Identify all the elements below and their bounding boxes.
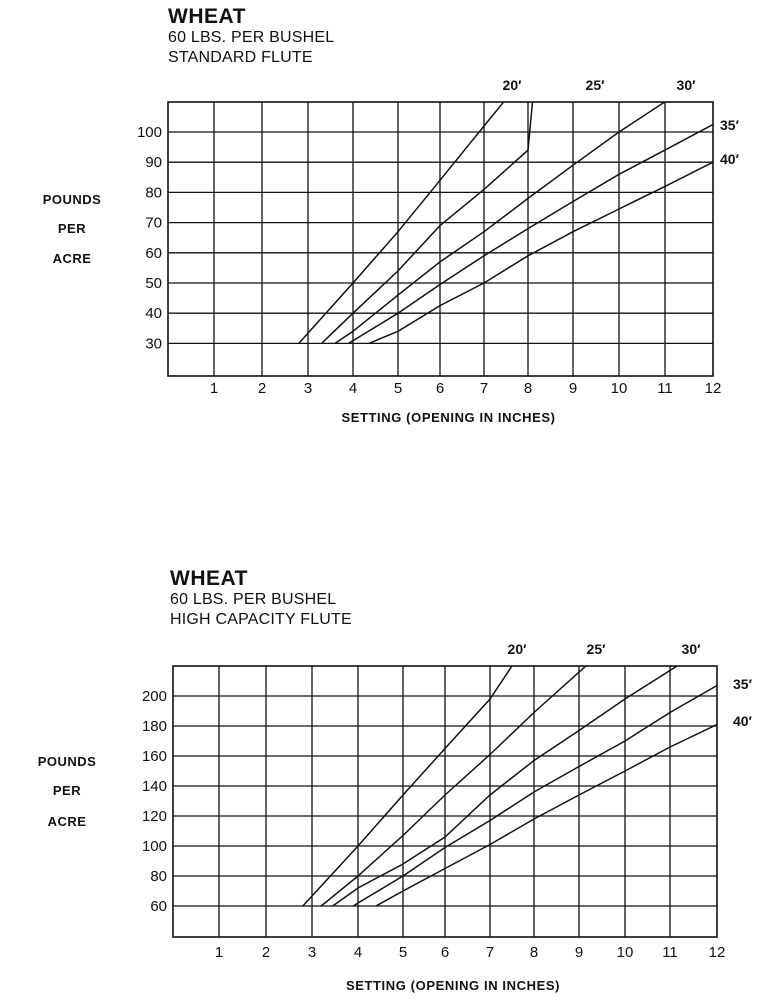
- y-tick-label: 40: [145, 305, 162, 323]
- x-tick-label: 3: [307, 944, 317, 961]
- series-label: 35′: [733, 676, 752, 692]
- y-axis-label: ACRE: [52, 251, 92, 266]
- x-tick-label: 5: [398, 944, 408, 961]
- chart-title: WHEAT: [168, 5, 246, 28]
- y-tick-label: 180: [141, 718, 167, 735]
- series-label: 20′: [502, 77, 522, 93]
- y-axis-label: PER: [52, 783, 82, 798]
- y-tick-label: 30: [145, 335, 162, 353]
- series-label: 20′: [507, 641, 527, 657]
- gridlines: [173, 666, 717, 937]
- x-tick-label: 1: [209, 380, 219, 397]
- x-tick-label: 7: [485, 944, 495, 961]
- x-tick-label: 9: [568, 380, 578, 397]
- y-tick-label: 60: [145, 244, 162, 262]
- x-tick-label: 11: [662, 944, 678, 961]
- y-tick-label: 80: [145, 184, 162, 202]
- x-tick-label: 5: [393, 380, 403, 397]
- series-label: 35′: [720, 117, 739, 133]
- y-tick-label: 140: [141, 778, 167, 795]
- series-label: 40′: [720, 151, 739, 167]
- y-tick-label: 160: [141, 748, 167, 765]
- x-tick-label: 10: [610, 380, 628, 397]
- x-tick-label: 7: [479, 380, 489, 397]
- x-tick-label: 9: [574, 944, 584, 961]
- x-tick-label: 2: [261, 944, 271, 961]
- series-label: 25′: [586, 641, 606, 657]
- x-tick-label: 8: [523, 380, 533, 397]
- x-tick-label: 10: [616, 944, 634, 961]
- y-tick-label: 90: [145, 154, 162, 172]
- y-axis-label: PER: [57, 221, 87, 236]
- x-tick-label: 6: [440, 944, 450, 961]
- chart-subtitle-flute: HIGH CAPACITY FLUTE: [170, 611, 352, 628]
- x-tick-label: 2: [257, 380, 267, 397]
- x-tick-label: 12: [704, 380, 722, 397]
- x-tick-label: 11: [657, 380, 673, 397]
- series-label: 30′: [681, 641, 701, 657]
- series-label: 30′: [676, 77, 696, 93]
- y-tick-label: 60: [150, 898, 167, 915]
- series-label: 40′: [733, 713, 752, 729]
- x-tick-label: 4: [348, 380, 358, 397]
- x-tick-label: 3: [303, 380, 313, 397]
- y-tick-label: 70: [145, 214, 162, 232]
- y-tick-label: 200: [141, 688, 167, 705]
- x-tick-label: 8: [529, 944, 539, 961]
- chart-title: WHEAT: [170, 567, 248, 590]
- x-tick-label: 6: [435, 380, 445, 397]
- x-axis-label: SETTING (OPENING IN INCHES): [341, 410, 556, 425]
- chart-subtitle-bushel: 60 LBS. PER BUSHEL: [168, 29, 335, 46]
- y-tick-label: 100: [141, 838, 167, 855]
- y-tick-label: 50: [145, 275, 162, 292]
- x-tick-label: 12: [708, 944, 726, 961]
- y-tick-label: 100: [136, 124, 162, 141]
- chart-subtitle-flute: STANDARD FLUTE: [168, 49, 313, 66]
- y-tick-label: 120: [141, 808, 167, 825]
- x-tick-label: 1: [214, 944, 224, 961]
- chart-subtitle-bushel: 60 LBS. PER BUSHEL: [170, 591, 337, 608]
- y-axis-label: ACRE: [47, 814, 87, 829]
- y-axis-label: POUNDS: [37, 754, 97, 769]
- y-axis-label: POUNDS: [42, 192, 102, 207]
- x-axis-label: SETTING (OPENING IN INCHES): [345, 978, 561, 993]
- x-tick-label: 4: [353, 944, 363, 961]
- series-label: 25′: [585, 77, 605, 93]
- curve-35ft: [353, 686, 717, 907]
- y-tick-label: 80: [150, 868, 167, 885]
